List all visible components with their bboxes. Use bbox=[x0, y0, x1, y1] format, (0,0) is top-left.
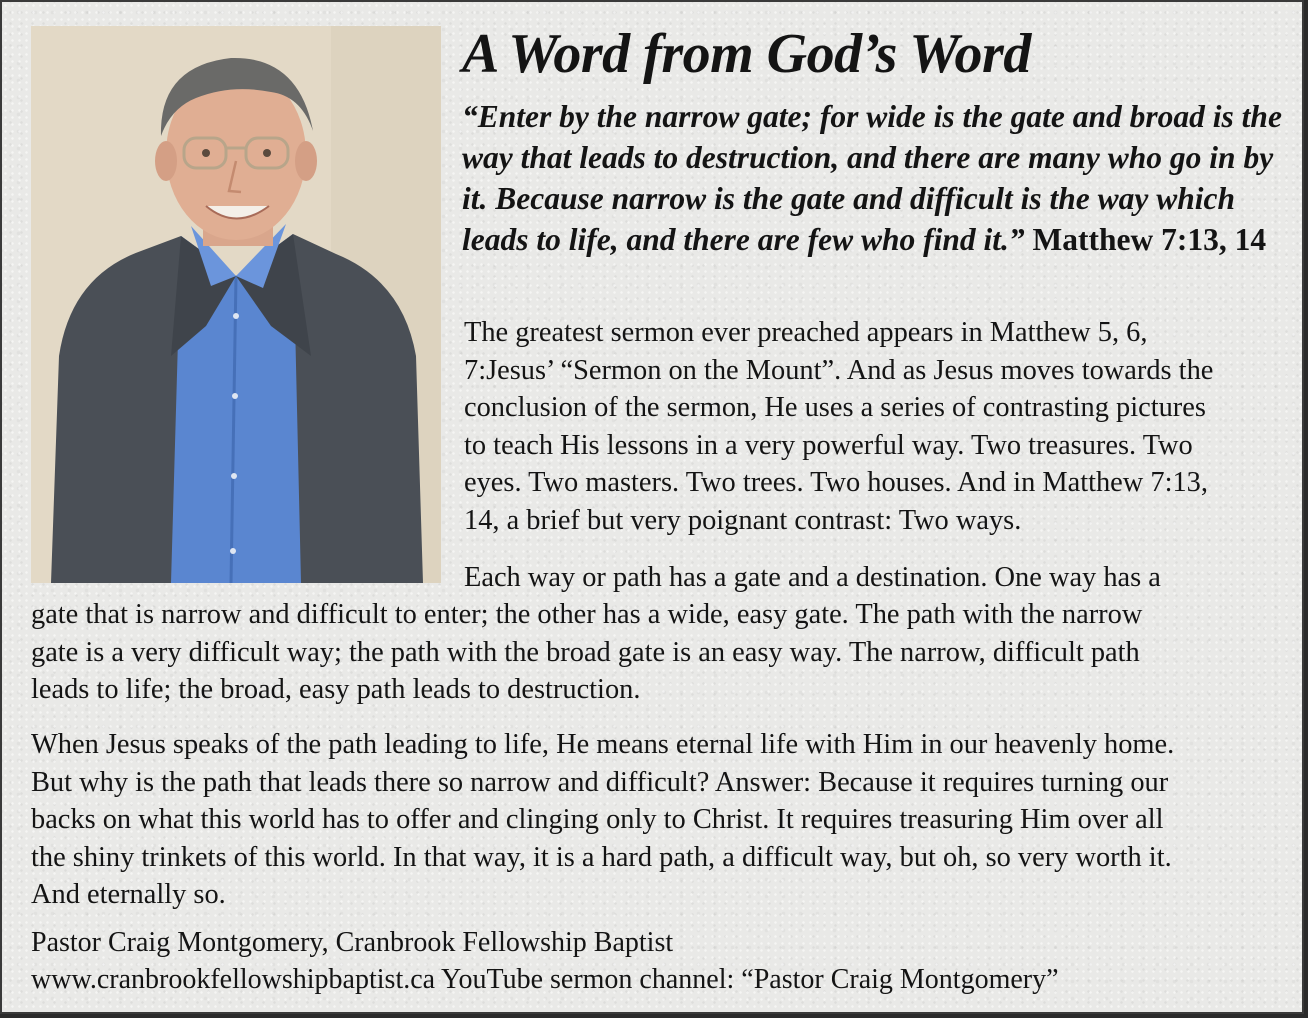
paragraph-2-line: gate that is narrow and difficult to enter; the other has a wide, easy gate. The path with the narrow bbox=[31, 599, 1143, 630]
paragraph-1-line: eyes. Two masters. Two trees. Two houses. And in Matthew 7:13, bbox=[464, 467, 1208, 498]
pastor-photo bbox=[31, 26, 441, 583]
paragraph-1-line: 14, a brief but very poignant contrast: Two ways. bbox=[464, 504, 1022, 536]
paragraph-3-line: backs on what this world has to offer and clinging only to Christ. It requires treasuring Him over all bbox=[31, 804, 1164, 835]
paragraph-3-line: But why is the path that leads there so narrow and difficult? Answer: Because it requires turning our bbox=[31, 766, 1169, 798]
signature-name: Pastor Craig Montgomery, Cranbrook Fellowship Baptist bbox=[31, 927, 674, 958]
paragraph-2-line: Each way or path has a gate and a destination. One way has a bbox=[464, 562, 1161, 593]
scripture-passage bbox=[462, 96, 1292, 260]
paragraph-2-line: gate is a very difficult way; the path with the broad gate is an easy way. The narrow, difficult path bbox=[31, 636, 1140, 668]
paragraph-3-line: When Jesus speaks of the path leading to life, He means eternal life with Him in our heavenly home. bbox=[31, 729, 1175, 760]
paragraph-1-line: The greatest sermon ever preached appears in Matthew 5, 6, bbox=[464, 317, 1148, 348]
paragraph-1-line: conclusion of the sermon, He uses a series of contrasting pictures bbox=[464, 392, 1206, 423]
paragraph-1-line: to teach His lessons in a very powerful way. Two treasures. Two bbox=[464, 429, 1193, 461]
paragraph-3-line: the shiny trinkets of this world. In that way, it is a hard path, a difficult way, but oh, so very worth it. bbox=[31, 841, 1172, 873]
scripture-quote: “Enter by the narrow gate; for wide is the gate and broad is the way that leads to destruction, and there are many who go in by it. Because narrow is the gate and difficult is the way which leads to life, and there are few who find it.” bbox=[462, 99, 1282, 257]
paragraph-1-line: 7:Jesus’ “Sermon on the Mount”. And as Jesus moves towards the bbox=[464, 354, 1214, 386]
paragraph-3-line: And eternally so. bbox=[31, 879, 226, 910]
scripture-reference: Matthew 7:13, 14 bbox=[1032, 222, 1267, 257]
paragraph-2-line: leads to life; the broad, easy path leads to destruction. bbox=[31, 674, 641, 705]
signature-website[interactable]: www.cranbrookfellowshipbaptist.ca YouTube sermon channel: “Pastor Craig Montgomery” bbox=[31, 964, 1059, 995]
page-title: A Word from God’s Word bbox=[462, 23, 1031, 85]
